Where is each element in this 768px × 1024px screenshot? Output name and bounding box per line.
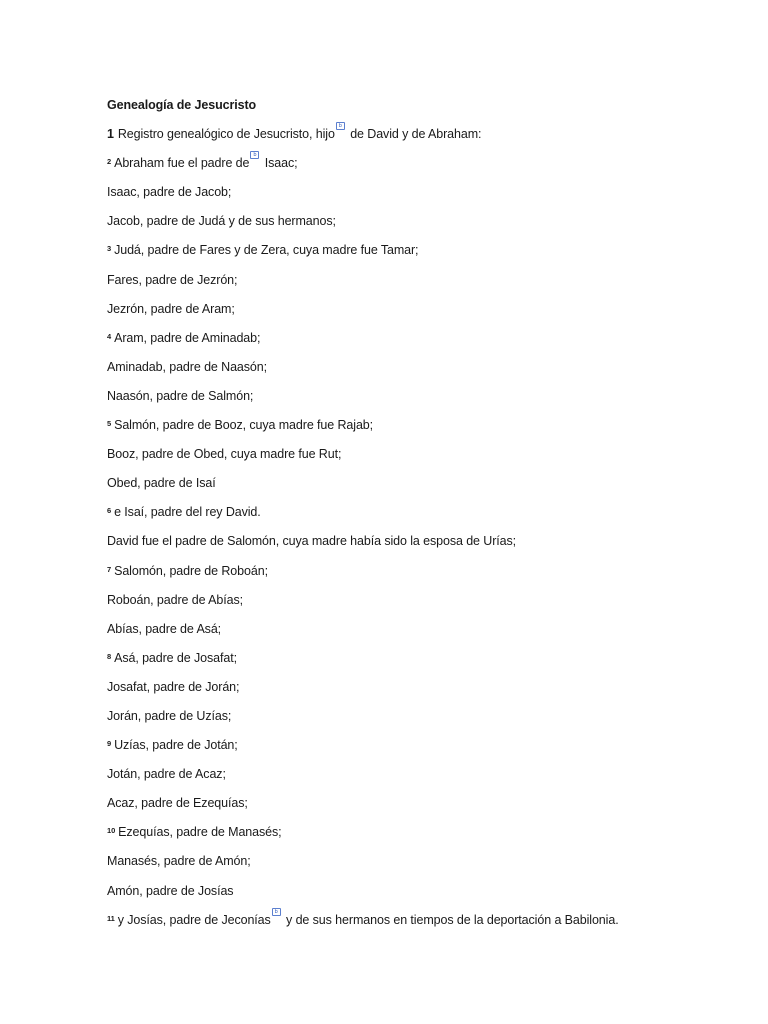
verse-line: [107, 847, 727, 876]
verse-text: Jorán, padre de Uzías;: [107, 708, 232, 723]
verse-line: [107, 149, 727, 178]
verse-number: 4: [107, 331, 112, 341]
verse-line: [107, 906, 727, 935]
verse-text: y de sus hermanos en tiempos de la deportación a Babilonia.: [282, 912, 619, 927]
verse-line: [107, 615, 727, 644]
verse-text: Aram, padre de Aminadab;: [114, 330, 261, 345]
verse-line: [107, 324, 727, 353]
verse-number: 11: [107, 913, 115, 923]
verse-text: Jotán, padre de Acaz;: [107, 767, 226, 782]
verse-line: [107, 236, 727, 265]
verse-line: [107, 818, 727, 847]
verse-number: 9: [107, 739, 112, 749]
verse-text: Ezequías, padre de Manasés;: [118, 825, 282, 840]
verse-line: [107, 411, 727, 440]
verse-number: 8: [107, 651, 112, 661]
verse-text: Jezrón, padre de Aram;: [107, 301, 235, 316]
footnote-marker-icon[interactable]: b: [272, 908, 281, 916]
verse-text: Fares, padre de Jezrón;: [107, 272, 238, 287]
verse-line: [107, 557, 727, 586]
verse-text: Obed, padre de Isaí: [107, 476, 216, 491]
verse-number: 5: [107, 419, 112, 429]
verse-text: e Isaí, padre del rey David.: [114, 505, 261, 520]
verse-text: Naasón, padre de Salmón;: [107, 388, 254, 403]
verse-line: [107, 789, 727, 818]
verse-line: [107, 120, 727, 149]
verse-line: [107, 353, 727, 382]
genealogy-list: [107, 120, 727, 935]
verse-text: Roboán, padre de Abías;: [107, 592, 243, 607]
verse-line: [107, 382, 727, 411]
verse-text: Isaac, padre de Jacob;: [107, 185, 232, 200]
chapter-number: 1: [107, 127, 114, 142]
verse-text: Judá, padre de Fares y de Zera, cuya madre fue Tamar;: [114, 243, 419, 258]
verse-line: [107, 440, 727, 469]
verse-text: Manasés, padre de Amón;: [107, 854, 251, 869]
verse-text: Asá, padre de Josafat;: [114, 650, 237, 665]
verse-number: 10: [107, 826, 116, 836]
verse-text: Salmón, padre de Booz, cuya madre fue Rajab;: [114, 418, 374, 433]
verse-line: [107, 644, 727, 673]
document-body: [107, 91, 727, 935]
verse-line: [107, 586, 727, 615]
verse-text: David fue el padre de Salomón, cuya madre había sido la esposa de Urías;: [107, 534, 517, 549]
verse-line: [107, 178, 727, 207]
verse-text: Uzías, padre de Jotán;: [114, 738, 238, 753]
verse-line: [107, 469, 727, 498]
verse-line: [107, 673, 727, 702]
verse-text: Abraham fue el padre de: [114, 156, 250, 171]
verse-number: 7: [107, 564, 112, 574]
verse-text: Salomón, padre de Roboán;: [114, 563, 268, 578]
verse-line: [107, 877, 727, 906]
page-title: Genealogía de Jesucristo: [107, 98, 257, 112]
verse-text: Josafat, padre de Jorán;: [107, 679, 240, 694]
verse-text: Jacob, padre de Judá y de sus hermanos;: [107, 214, 336, 229]
footnote-marker-icon[interactable]: b: [250, 151, 259, 159]
verse-line: [107, 527, 727, 556]
verse-line: [107, 731, 727, 760]
verse-text: Abías, padre de Asá;: [107, 621, 222, 636]
verse-text: de David y de Abraham:: [346, 127, 482, 142]
footnote-marker-icon[interactable]: b: [336, 122, 345, 130]
verse-number: 6: [107, 506, 112, 516]
verse-line: [107, 702, 727, 731]
verse-text: Aminadab, padre de Naasón;: [107, 359, 268, 374]
verse-text: Isaac;: [261, 156, 298, 171]
verse-text: y Josías, padre de Jeconías: [117, 912, 271, 927]
verse-line: [107, 498, 727, 527]
verse-line: [107, 207, 727, 236]
verse-text: Amón, padre de Josías: [107, 883, 234, 898]
verse-line: [107, 760, 727, 789]
verse-text: Acaz, padre de Ezequías;: [107, 796, 248, 811]
verse-line: [107, 266, 727, 295]
verse-text: Registro genealógico de Jesucristo, hijo: [117, 127, 335, 142]
verse-number: 2: [107, 157, 112, 167]
verse-line: [107, 295, 727, 324]
verse-number: 3: [107, 244, 112, 254]
verse-text: Booz, padre de Obed, cuya madre fue Rut;: [107, 447, 342, 462]
